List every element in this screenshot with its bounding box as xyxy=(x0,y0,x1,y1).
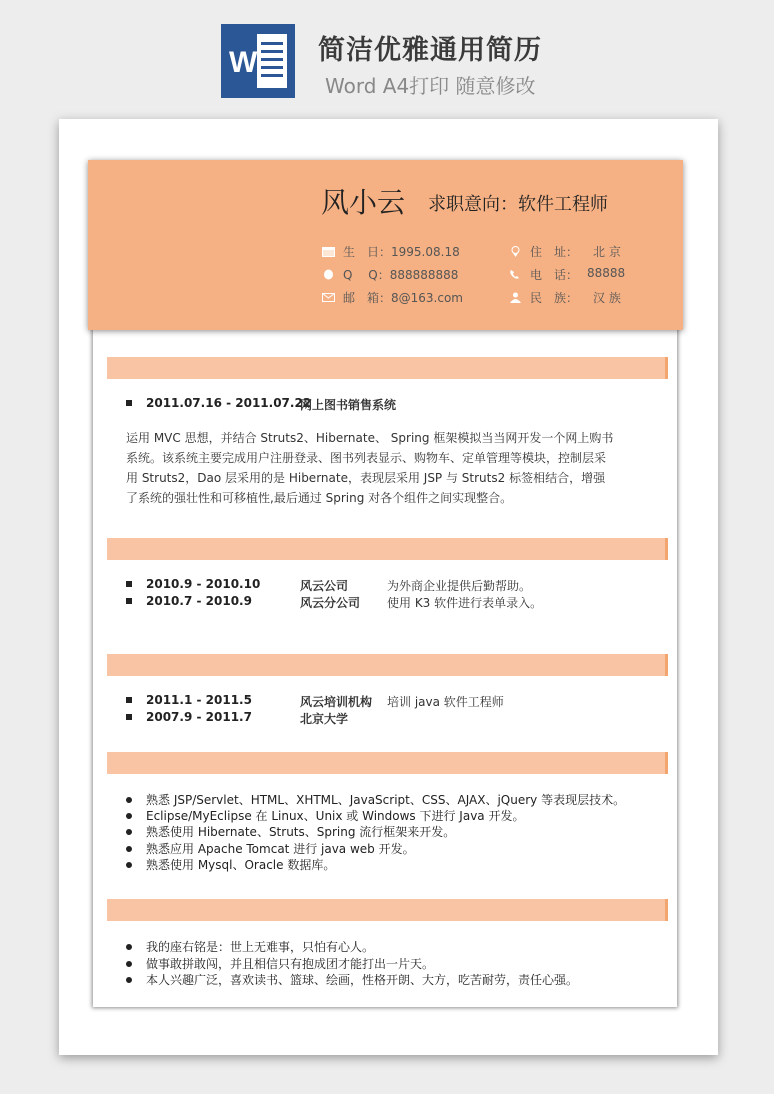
info-ethnicity xyxy=(509,289,621,306)
info-ethnicity-label: 民 族： xyxy=(530,291,579,305)
info-email xyxy=(322,289,463,306)
project-date: 2011.07.16 - 2011.07.22 xyxy=(146,396,312,410)
self-text: 本人兴趣广泛，喜欢读书、篮球、绘画，性格开朗、大方，吃苦耐劳，责任心强。 xyxy=(146,973,579,987)
info-email-text: 邮 箱：8@163.com xyxy=(343,291,463,305)
bullet-square xyxy=(126,714,132,720)
bullet-square xyxy=(126,400,132,406)
skill-item xyxy=(126,807,524,824)
education-desc: 培训 java 软件工程师 xyxy=(387,695,504,709)
section-bar-self xyxy=(107,899,668,921)
location-icon xyxy=(509,246,522,257)
banner-subtitle: Word A4打印 随意修改 xyxy=(325,74,536,98)
education-date: 2011.1 - 2011.5 xyxy=(146,693,252,707)
bullet-dot xyxy=(126,797,132,803)
bullet-dot xyxy=(126,829,132,835)
banner-title: 简洁优雅通用简历 xyxy=(318,35,542,66)
section-bar-education xyxy=(107,654,668,676)
bullet-dot xyxy=(126,961,132,967)
work-company: 风云公司 xyxy=(300,579,349,593)
work-date: 2010.9 - 2010.10 xyxy=(146,577,261,591)
project-name: 网上图书销售系统 xyxy=(300,398,397,412)
phone-icon xyxy=(509,269,522,280)
bullet-square xyxy=(126,581,132,587)
info-phone xyxy=(509,266,626,283)
project-description: 运用 MVC 思想，并结合 Struts2、Hibernate、 Spring 框架模拟当当网开发一个网上购书系统。该系统主要完成用户注册登录、图书列表显示、购物车、定单管理等模块，控制层采用 Struts2，Dao 层采用的是 Hibernate，表现层采用 JSP 与 Struts2 标签相结合，增强了系统的强壮性和可移植性,最后通过 Spring 对各个组件之间实现整合。 xyxy=(126,431,614,505)
bullet-dot xyxy=(126,944,132,950)
skill-text: 熟悉 JSP/Servlet、HTML、XHTML、JavaScript、CSS、AJAX、jQuery 等表现层技术。 xyxy=(146,793,626,807)
qq-icon xyxy=(322,269,335,280)
education-row xyxy=(126,710,252,724)
self-item xyxy=(126,955,434,972)
calendar-icon xyxy=(322,246,335,257)
skill-text: 熟悉使用 Mysql、Oracle 数据库。 xyxy=(146,858,336,872)
education-date: 2007.9 - 2011.7 xyxy=(146,710,252,724)
work-desc: 为外商企业提供后勤帮助。 xyxy=(387,579,532,593)
bullet-square xyxy=(126,598,132,604)
word-icon xyxy=(221,24,295,98)
education-org: 风云培训机构 xyxy=(300,695,373,709)
mail-icon xyxy=(322,292,335,303)
bullet-dot xyxy=(126,813,132,819)
bullet-dot xyxy=(126,862,132,868)
job-objective: 求职意向：软件工程师 xyxy=(428,194,608,215)
bullet-dot xyxy=(126,846,132,852)
skill-text: Eclipse/MyEclipse 在 Linux、Unix 或 Windows 下进行 Java 开发。 xyxy=(146,809,525,823)
self-item xyxy=(126,938,374,955)
work-date: 2010.7 - 2010.9 xyxy=(146,594,252,608)
section-bar-skills xyxy=(107,752,668,774)
self-item xyxy=(126,971,578,988)
work-company: 风云分公司 xyxy=(300,596,361,610)
skill-item xyxy=(126,791,625,808)
education-org: 北京大学 xyxy=(300,712,349,726)
section-bar-work xyxy=(107,538,668,560)
info-ethnicity-value: 汉 族 xyxy=(593,291,621,305)
skill-item xyxy=(126,840,415,857)
info-address xyxy=(509,243,621,260)
word-logo-letter: W xyxy=(229,46,258,79)
info-qq-text: Q Q：888888888 xyxy=(343,268,459,282)
info-birthday xyxy=(322,243,460,260)
people-icon xyxy=(509,292,522,303)
bullet-square xyxy=(126,697,132,703)
info-address-value: 北 京 xyxy=(593,245,621,259)
info-phone-label: 电 话： xyxy=(530,268,579,282)
self-text: 做事敢拼敢闯，并且相信只有抱成团才能打出一片天。 xyxy=(146,957,435,971)
skill-item xyxy=(126,856,335,873)
top-banner xyxy=(0,0,774,118)
section-bar-project xyxy=(107,357,668,379)
work-desc: 使用 K3 软件进行表单录入。 xyxy=(387,596,543,610)
bullet-dot xyxy=(126,977,132,983)
info-address-label: 住 址： xyxy=(530,245,579,259)
info-qq xyxy=(322,266,458,283)
candidate-name: 风小云 xyxy=(321,186,406,219)
skill-item xyxy=(126,823,455,840)
skill-text: 熟悉使用 Hibernate、Struts、Spring 流行框架来开发。 xyxy=(146,825,456,839)
education-row xyxy=(126,693,252,707)
info-birthday-text: 生 日：1995.08.18 xyxy=(343,245,460,259)
work-row xyxy=(126,594,252,608)
work-row xyxy=(126,577,260,591)
project-row xyxy=(126,396,311,410)
info-phone-value: 88888 xyxy=(587,266,626,280)
skill-text: 熟悉应用 Apache Tomcat 进行 java web 开发。 xyxy=(146,842,415,856)
self-text: 我的座右铭是：世上无难事，只怕有心人。 xyxy=(146,940,375,954)
